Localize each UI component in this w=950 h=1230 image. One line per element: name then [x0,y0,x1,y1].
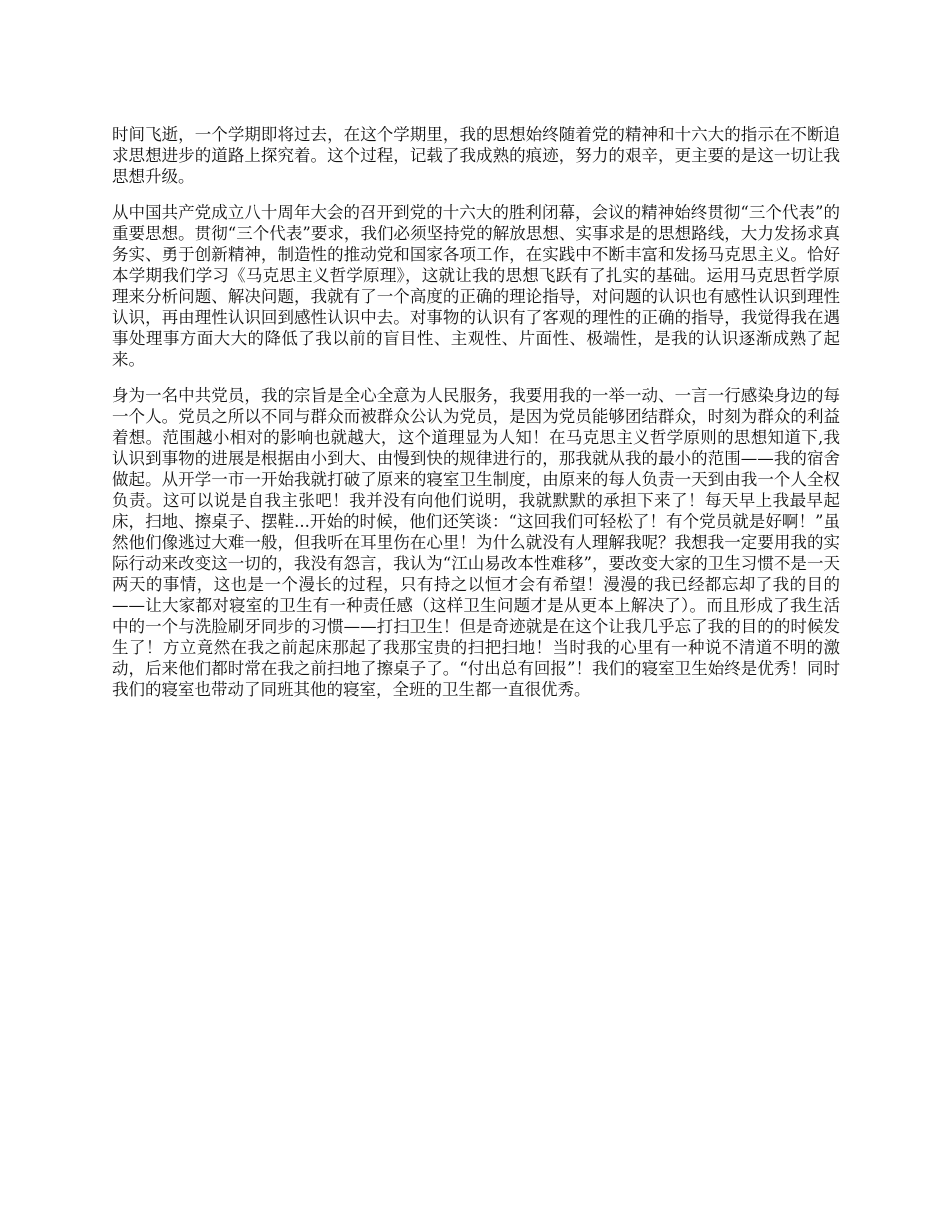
paragraph-intro: 时间飞逝，一个学期即将过去，在这个学期里，我的思想始终随着党的精神和十六大的指示在不断追求思想进步的道路上探究着。这个过程，记载了我成熟的痕迹，努力的艰辛，更主要的是这一切让我思想升级。 [112,125,840,186]
document-page [112,124,840,715]
paragraph-theory: 从中国共产党成立八十周年大会的召开到党的十六大的胜利闭幕，会议的精神始终贯彻“三个代表”的重要思想。贯彻“三个代表”要求，我们必须坚持党的解放思想、实事求是的思想路线，大力发扬求真务实、勇于创新精神，制造性的推动党和国家各项工作，在实践中不断丰富和发扬马克思主义。恰好本学期我们学习《马克思主义哲学原理》，这就让我的思想飞跃有了扎实的基础。运用马克思哲学原理来分析问题、解决问题，我就有了一个高度的正确的理论指导，对问题的认识也有感性认识到理性认识，再由理性认识回到感性认识中去。对事物的认识有了客观的理性的正确的指导，我觉得我在遇事处理事方面大大的降低了我以前的盲目性、主观性、片面性、极端性，是我的认识逐渐成熟了起来。 [112,203,840,369]
paragraph-practice: 身为一名中共党员，我的宗旨是全心全意为人民服务，我要用我的一举一动、一言一行感染身边的每一个人。党员之所以不同与群众而被群众公认为党员，是因为党员能够团结群众，时刻为群众的利益着想。范围越小相对的影响也就越大，这个道理显为人知！在马克思主义哲学原则的思想知道下,我认识到事物的进展是根据由小到大、由慢到快的规律进行的，那我就从我的最小的范围——我的宿舍做起。从开学一市一开始我就打破了原来的寝室卫生制度，由原来的每人负责一天到由我一个人全权负责。这可以说是自我主张吧！我并没有向他们说明，我就默默的承担下来了！每天早上我最早起床，扫地、擦桌子、摆鞋...开始的时候，他们还笑谈：“这回我们可轻松了！有个党员就是好啊！”虽然他们像逃过大难一般，但我听在耳里伤在心里！为什么就没有人理解我呢？我想我一定要用我的实际行动来改变这一切的，我没有怨言，我认为“江山易改本性难移”，要改变大家的卫生习惯不是一天两天的事情，这也是一个漫长的过程，只有持之以恒才会有希望！漫漫的我已经都忘却了我的目的——让大家都对寝室的卫生有一种责任感（这样卫生问题才是从更本上解决了）。而且形成了我生活中的一个与洗脸刷牙同步的习惯——打扫卫生！但是奇迹就是在这个让我几乎忘了我的目的的时候发生了！方立竟然在我之前起床那起了我那宝贵的扫把扫地！当时我的心里有一种说不清道不明的激动，后来他们都时常在我之前扫地了擦桌子了。“付出总有回报”！我们的寝室卫生始终是优秀！同时我们的寝室也带动了同班其他的寝室，全班的卫生都一直很优秀。 [112,386,840,699]
